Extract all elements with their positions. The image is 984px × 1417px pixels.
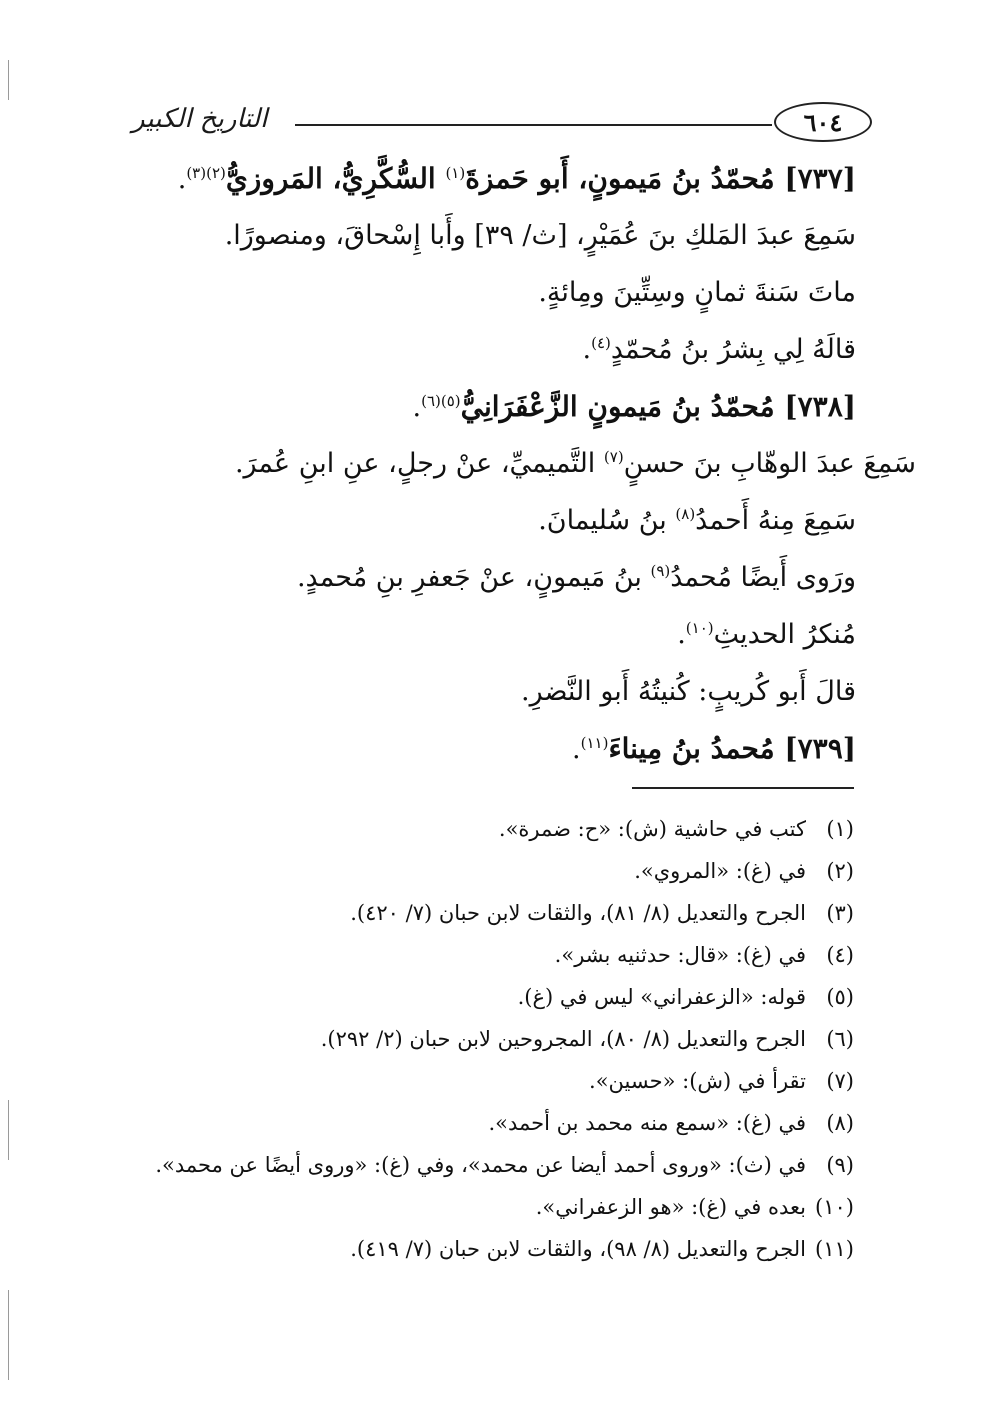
scan-edge-mark [8,1290,9,1380]
footnote-separator [632,787,854,789]
footnote-text: تقرأ في (ش): «حسين». [589,1069,806,1093]
line-text: . [572,734,581,765]
footnote [114,1228,854,1270]
text-line [156,492,856,549]
book-title: التاريخ الكبير [132,104,268,134]
text-line [156,207,856,264]
footnote [114,1018,854,1060]
footnote-ref: (١٠) [685,619,714,637]
entry-line [156,378,856,435]
text-line [156,663,856,720]
footnote-ref: (٢)(٣) [186,164,226,182]
footnote-text: بعده في (غ): «هو الزعفراني». [535,1195,806,1219]
footnotes [114,808,854,1270]
line-text: ورَوى أَيضًا مُحمدُ [670,562,856,593]
text-line [156,606,856,663]
text-line [156,321,856,378]
footnote-number: (٨) [826,1111,854,1135]
footnote-number: (١٠) [815,1195,854,1219]
line-text: ماتَ سَنةَ ثمانٍ وسِتِّينَ ومِائةٍ. [538,277,856,308]
footnote-text: في (ث): «وروى أحمد أيضا عن محمد»، وفي (غ): «وروى أيضًا عن محمد». [155,1153,806,1177]
footnote [114,1144,854,1186]
line-text-cont: . [582,334,592,365]
footnote-number: (٦) [826,1027,854,1051]
line-text: قالَهُ لِي بِشرُ بنُ مُحمّدٍ [610,334,856,365]
footnote-text: في (غ): «قال: حدثنيه بشر». [554,943,806,967]
line-text: سَمِعَ عبدَ الوهّابِ بنَ حسنٍ [623,448,916,479]
entry-heading: [٧٣٨] مُحمّدُ بنُ مَيمونٍ الزَّعْفَرَانِيُّ [460,390,856,423]
text-line [156,435,916,492]
footnote-number: (١١) [815,1237,854,1261]
footnote [114,1102,854,1144]
line-text: سَمِعَ عبدَ المَلكِ بنَ عُمَيْرٍ، [ث/ ٣٩] وأَبا إِسْحاقَ، ومنصورًا. [224,220,856,251]
line-text-cont: بنُ سُليمانَ. [538,505,676,536]
line-text: سَمِعَ مِنهُ أَحمدُ [695,505,856,536]
text-line [156,264,856,321]
footnote-ref: (٧) [603,448,624,466]
footnote-text: في (غ): «المروي». [634,859,806,883]
footnote-number: (٤) [826,943,854,967]
footnote-ref: (٤) [591,334,611,352]
footnote-text: في (غ): «سمع منه محمد بن أحمد». [488,1111,806,1135]
footnote-text: الجرح والتعديل (٨/ ٨٠)، المجروحين لابن حبان (٢/ ٢٩٢). [320,1027,806,1051]
page-header [120,100,872,150]
footnote [114,934,854,976]
footnote [114,976,854,1018]
line-text-cont: بنُ مَيمونٍ، عنْ جَعفرِ بنِ مُحمدٍ. [296,562,651,593]
entry-heading-cont: السُّكَّرِيُّ، المَروزيُّ [225,162,446,195]
line-text: قالَ أَبو كُريبٍ: كُنيتُهُ أَبو النَّضرِ. [520,676,856,707]
entry-line [156,150,856,207]
line-text-cont: . [677,619,686,650]
entry-line [156,720,856,777]
footnote-ref: (١) [445,164,466,182]
footnote [114,808,854,850]
main-text [156,150,916,777]
line-text: مُنكرُ الحديثِ [713,619,856,650]
footnote-number: (٧) [826,1069,854,1093]
page-number: ٦٠٤ [774,102,872,142]
entry-heading: [٧٣٩] مُحمدُ بنُ مِيناءَ [608,732,856,765]
footnote-ref: (٩) [650,562,671,580]
text-line [156,549,856,606]
footnote-number: (٣) [826,901,854,925]
footnote-text: الجرح والتعديل (٨/ ٩٨)، والثقات لابن حبان (٧/ ٤١٩). [350,1237,806,1261]
footnote-ref: (١١) [580,734,609,752]
footnote-text: قوله: «الزعفراني» ليس في (غ). [517,985,806,1009]
entry-heading: [٧٣٧] مُحمّدُ بنُ مَيمونٍ، أَبو حَمزةَ [465,162,856,195]
scan-edge-mark [8,1100,9,1160]
footnote-number: (٩) [826,1153,854,1177]
footnote [114,850,854,892]
footnote-ref: (٥)(٦) [421,392,461,410]
footnote-text: الجرح والتعديل (٨/ ٨١)، والثقات لابن حبان (٧/ ٤٢٠). [350,901,806,925]
scan-edge-mark [8,60,9,100]
footnote [114,892,854,934]
footnote-number: (٢) [826,859,854,883]
footnote-number: (٥) [826,985,854,1009]
header-rule [295,124,772,126]
footnote-text: كتب في حاشية (ش): «ح: ضمرة». [498,817,806,841]
line-text: . [412,392,422,423]
footnote-ref: (٨) [675,505,696,523]
footnote [114,1186,854,1228]
footnote [114,1060,854,1102]
line-text-cont: التَّميميِّ، عنْ رجلٍ، عنِ ابنِ عُمرَ. [234,448,604,479]
line-text: . [177,164,187,195]
footnote-number: (١) [826,817,854,841]
